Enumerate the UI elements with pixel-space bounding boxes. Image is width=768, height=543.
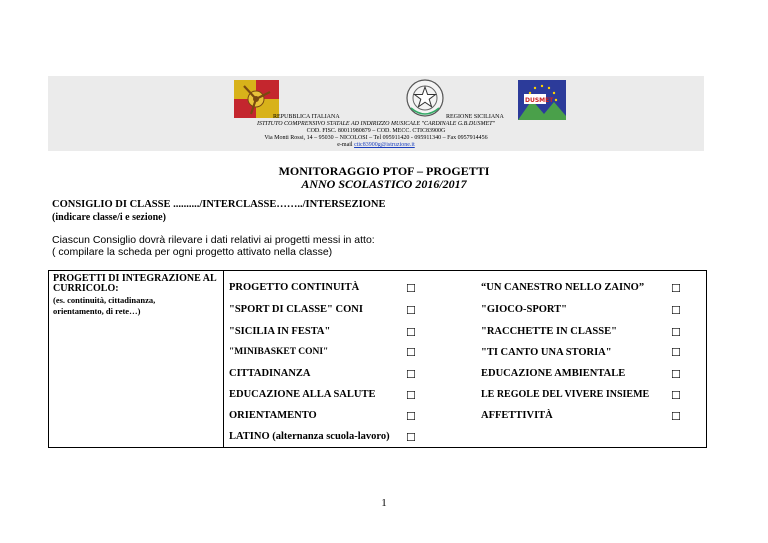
document-title: MONITORAGGIO PTOF – PROGETTI [278,164,490,178]
checkbox-gioco-sport[interactable]: ☐ [671,304,681,317]
projects-category-heading: PROGETTI DI INTEGRAZIONE AL CURRICOLO: [53,273,217,294]
institute-address: Via Monti Rossi, 14 – 95030 – NICOLOSI – Tel 095911420 - 095911340 – Fax 0957914456 [264,135,488,141]
projects-table [48,270,707,448]
checkbox-regole-vivere[interactable]: ☐ [671,389,681,402]
instruction-line-1: Ciascun Consiglio dovrà rilevare i dati relativi ai progetti messi in atto: [52,234,375,246]
checkbox-racchette[interactable]: ☐ [671,326,681,339]
project-sport-di-classe: "SPORT DI CLASSE" CONI [229,304,363,315]
consiglio-hint: (indicare classe/i e sezione) [52,212,166,223]
project-minibasket: "MINIBASKET CONI" [229,347,329,357]
school-year: ANNO SCOLASTICO 2016/2017 [301,177,467,191]
letterhead [48,76,704,151]
institute-name: ISTITUTO COMPRENSIVO STATALE AD INDIRIZZO MUSICALE "CARDINALE G.B.DUSMET" [256,121,496,127]
project-regole-vivere: LE REGOLE DEL VIVERE INSIEME [481,389,650,400]
email-line: e-mail ctic83900g@istruzione.it [337,142,415,148]
project-ti-canto: "TI CANTO UNA STORIA" [481,347,612,358]
consiglio-field: CONSIGLIO DI CLASSE ........../INTERCLASSE……../INTERSEZIONE [52,199,386,210]
checkbox-orientamento[interactable]: ☐ [406,410,416,423]
project-orientamento: ORIENTAMENTO [229,410,317,421]
svg-text:DUSMET: DUSMET [525,97,554,104]
instruction-line-2: ( compilare la scheda per ogni progetto attivato nella classe) [52,246,333,258]
project-sicilia-in-festa: "SICILIA IN FESTA" [229,326,331,337]
column-divider [223,271,224,447]
project-educazione-salute: EDUCAZIONE ALLA SALUTE [229,389,376,400]
checkbox-sport-di-classe[interactable]: ☐ [406,304,416,317]
sicily-region-logo [234,80,279,118]
checkbox-sicilia-in-festa[interactable]: ☐ [406,326,416,339]
republic-label: REPUBBLICA ITALIANA [273,114,340,120]
project-cittadinanza: CITTADINANZA [229,368,311,379]
checkbox-latino[interactable]: ☐ [406,431,416,444]
project-continuita: PROGETTO CONTINUITÀ [229,282,360,293]
projects-category-examples: (es. continuità, cittadinanza, orientamento, di rete…) [53,295,156,316]
italian-republic-emblem [405,78,445,120]
project-latino: LATINO (alternanza scuola-lavoro) [229,431,390,442]
checkbox-educazione-ambientale[interactable]: ☐ [671,368,681,381]
checkbox-continuita[interactable]: ☐ [406,282,416,295]
project-affettivita: AFFETTIVITÀ [481,410,553,421]
project-racchette: "RACCHETTE IN CLASSE" [481,326,617,337]
project-educazione-ambientale: EDUCAZIONE AMBIENTALE [481,368,626,379]
checkbox-canestro-zaino[interactable]: ☐ [671,282,681,295]
region-label: REGIONE SICILIANA [446,114,504,120]
project-canestro-zaino: “UN CANESTRO NELLO ZAINO” [481,282,645,293]
school-logo [518,80,566,120]
email-link[interactable]: ctic83900g@istruzione.it [354,142,415,148]
checkbox-educazione-salute[interactable]: ☐ [406,389,416,402]
checkbox-affettivita[interactable]: ☐ [671,410,681,423]
project-gioco-sport: "GIOCO-SPORT" [481,304,567,315]
checkbox-ti-canto[interactable]: ☐ [671,346,681,359]
page-number: 1 [381,497,387,509]
checkbox-cittadinanza[interactable]: ☐ [406,368,416,381]
checkbox-minibasket[interactable]: ☐ [406,346,416,359]
institute-codes: COD. FISC. 80011980879 – COD. MECC. CTIC83900G [306,128,446,134]
